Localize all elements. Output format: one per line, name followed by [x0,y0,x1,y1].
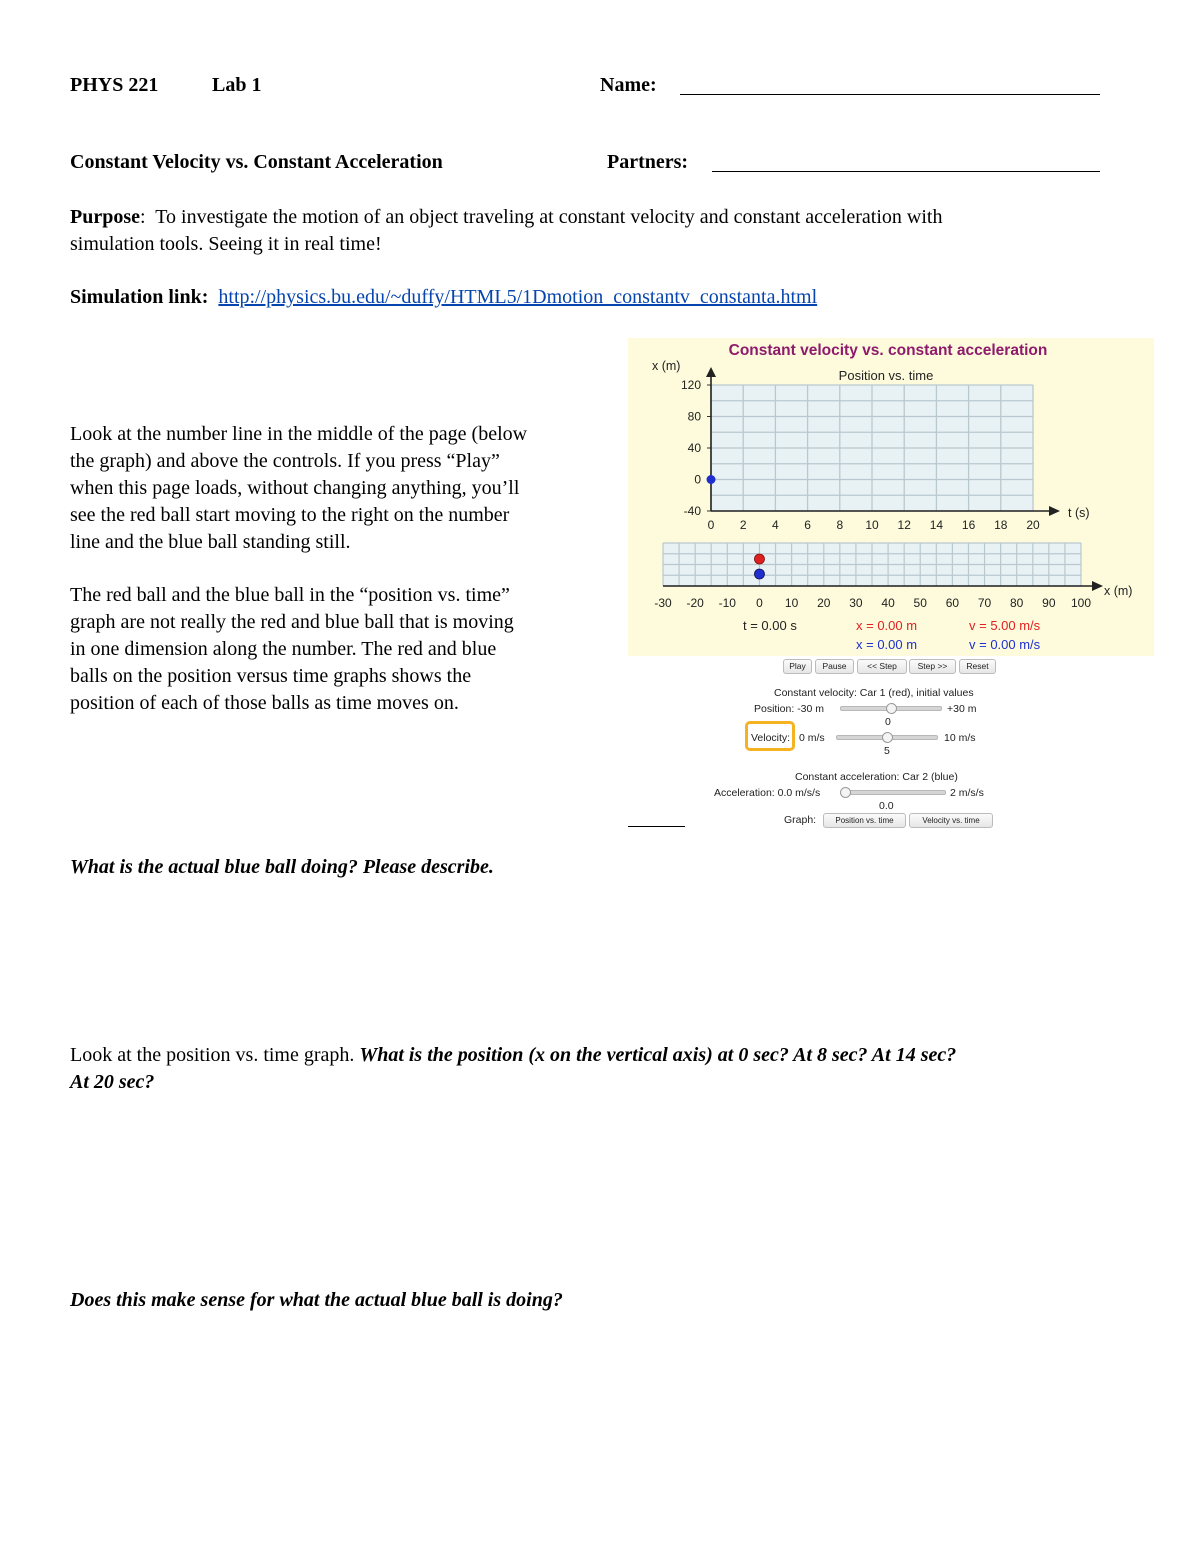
intro-line: when this page loads, without changing anything, you’ll [70,477,520,499]
velocity-slider-knob[interactable] [882,732,893,743]
number-line-tick-label: -20 [686,596,704,610]
step-back-button[interactable]: << Step [857,659,907,674]
blue-position-readout: x = 0.00 m [856,637,918,652]
velocity-vs-time-button[interactable]: Velocity vs. time [909,813,993,828]
acceleration-value: 0.0 [879,800,894,812]
simulation-link-row [70,284,817,311]
y-tick-label: 80 [687,409,701,424]
number-line-tick-label: 80 [1010,596,1024,610]
graph-label: Graph: [784,814,817,826]
question-position-block: Look at the position vs. time graph. What is the position (x on the vertical axis) at 0 sec? At 8 sec? At 14 sec? At 20 sec? [70,1042,1140,1096]
purpose-text-1: To investigate the motion of an object traveling at constant velocity and constant acceleration with [155,206,943,228]
velocity-value: 5 [884,745,890,757]
question-sense: Does this make sense for what the actual blue ball is doing? [70,1289,563,1311]
position-slider-knob[interactable] [886,703,897,714]
position-vs-time-button[interactable]: Position vs. time [823,813,906,828]
course-code: PHYS 221 [70,74,159,96]
simulation-link-label: Simulation link: [70,286,209,308]
number-line-label: x (m) [1104,584,1133,598]
velocity-label: Velocity: [751,732,791,744]
y-axis-label: x (m) [652,359,681,373]
x-tick-label: 18 [994,518,1008,532]
number-line-tick-label: -10 [718,596,736,610]
y-tick-label: 40 [687,441,701,455]
x-tick-label: 6 [804,518,811,532]
x-axis-arrow [1049,506,1060,516]
number-line-tick-label: 70 [977,596,992,610]
lab-number: Lab 1 [212,74,262,96]
number-line-tick-label: 60 [945,596,960,610]
play-button[interactable]: Play [783,659,812,674]
intro-line: line and the blue ball standing still. [70,531,351,553]
time-readout: t = 0.00 s [743,618,797,633]
x-tick-label: 20 [1026,518,1040,532]
constant-velocity-heading: Constant velocity: Car 1 (red), initial values [774,687,974,699]
question-blue-ball: What is the actual blue ball doing? Please describe. [70,856,494,878]
acceleration-max: 2 m/s/s [950,787,984,799]
name-blank[interactable] [680,76,1100,95]
acceleration-slider-knob[interactable] [840,787,851,798]
constant-acceleration-heading: Constant acceleration: Car 2 (blue) [795,771,958,783]
partners-blank[interactable] [712,153,1100,172]
number-line-tick-label: 40 [881,596,895,610]
y-axis-arrow [706,367,716,377]
explanation-line: graph are not really the red and blue ball that is moving [70,611,514,633]
name-label: Name: [600,74,657,96]
red-velocity-readout: v = 5.00 m/s [969,618,1041,633]
lab-title: Constant Velocity vs. Constant Acceleration [70,151,443,173]
y-tick-label: 120 [680,378,701,392]
position-max: +30 m [947,703,977,715]
red-ball [754,554,764,564]
simulation-title: Constant velocity vs. constant acceleration [728,342,1048,359]
number-line-tick-label: 30 [849,596,863,610]
velocity-slider[interactable] [836,735,938,740]
chart-subtitle: Position vs. time [838,368,934,383]
simulation-panel [628,338,1154,656]
acceleration-slider[interactable] [844,790,946,795]
data-point-blue [707,475,716,484]
explanation-line: position of each of those balls as time moves on. [70,692,459,714]
question-position-text: What is the position (x on the vertical axis) at 0 sec? At 8 sec? At 14 sec? [359,1044,957,1066]
x-tick-label: 10 [865,518,879,532]
number-line-tick-label: 20 [817,596,831,610]
position-label: Position: -30 m [754,703,825,715]
explanation-line: The red ball and the blue ball in the “position vs. time” [70,584,510,606]
x-tick-label: 4 [772,518,779,532]
number-line-arrow [1092,581,1103,591]
red-position-readout: x = 0.00 m [856,618,918,633]
y-tick-label: 0 [694,472,701,487]
intro-paragraph [70,421,615,556]
explanation-line: in one dimension along the number. The red and blue [70,638,497,660]
x-axis-label: t (s) [1068,506,1090,520]
x-tick-label: 16 [961,518,976,532]
step-forward-button[interactable]: Step >> [909,659,956,674]
x-tick-label: 14 [929,518,944,532]
purpose-label: Purpose [70,206,140,228]
partners-label: Partners: [607,151,689,173]
position-value: 0 [885,716,891,728]
number-line-tick-label: -30 [654,596,672,610]
purpose-text-2: simulation tools. Seeing it in real time! [70,233,382,255]
question-position-text-2: At 20 sec? [70,1071,155,1093]
acceleration-label: Acceleration: 0.0 m/s/s [714,787,821,799]
y-tick-label: -40 [683,504,701,518]
x-tick-label: 8 [836,518,844,532]
simulation-graphics [628,338,1154,656]
purpose-block: Purpose: To investigate the motion of an object traveling at constant velocity and constant acceleration with simulation tools. Seeing it in real time! [70,204,1130,258]
x-tick-label: 0 [707,518,715,532]
number-line-tick-label: 100 [1070,596,1092,610]
x-tick-label: 2 [739,518,747,532]
blue-velocity-readout: v = 0.00 m/s [969,637,1041,652]
intro-line: see the red ball start moving to the right on the number [70,504,510,526]
reset-button[interactable]: Reset [959,659,996,674]
intro-line: the graph) and above the controls. If you press “Play” [70,450,500,472]
x-tick-label: 12 [897,518,911,532]
number-line-tick-label: 10 [784,596,799,610]
intro-line: Look at the number line in the middle of the page (below [70,423,528,445]
pause-button[interactable]: Pause [815,659,854,674]
velocity-min: 0 m/s [799,732,825,744]
velocity-max: 10 m/s [944,732,976,744]
simulation-link[interactable]: http://physics.bu.edu/~duffy/HTML5/1Dmotion_constantv_constanta.html [218,286,818,308]
number-line-tick-label: 90 [1042,596,1056,610]
explanation-paragraph [70,582,615,717]
question-position-intro: Look at the position vs. time graph [70,1044,350,1066]
number-line-tick-label: 50 [913,596,927,610]
position-slider[interactable] [840,706,942,711]
blue-ball [754,569,764,579]
short-rule [628,826,685,827]
number-line-tick-label: 0 [756,596,763,610]
explanation-line: balls on the position versus time graphs shows the [70,665,472,687]
